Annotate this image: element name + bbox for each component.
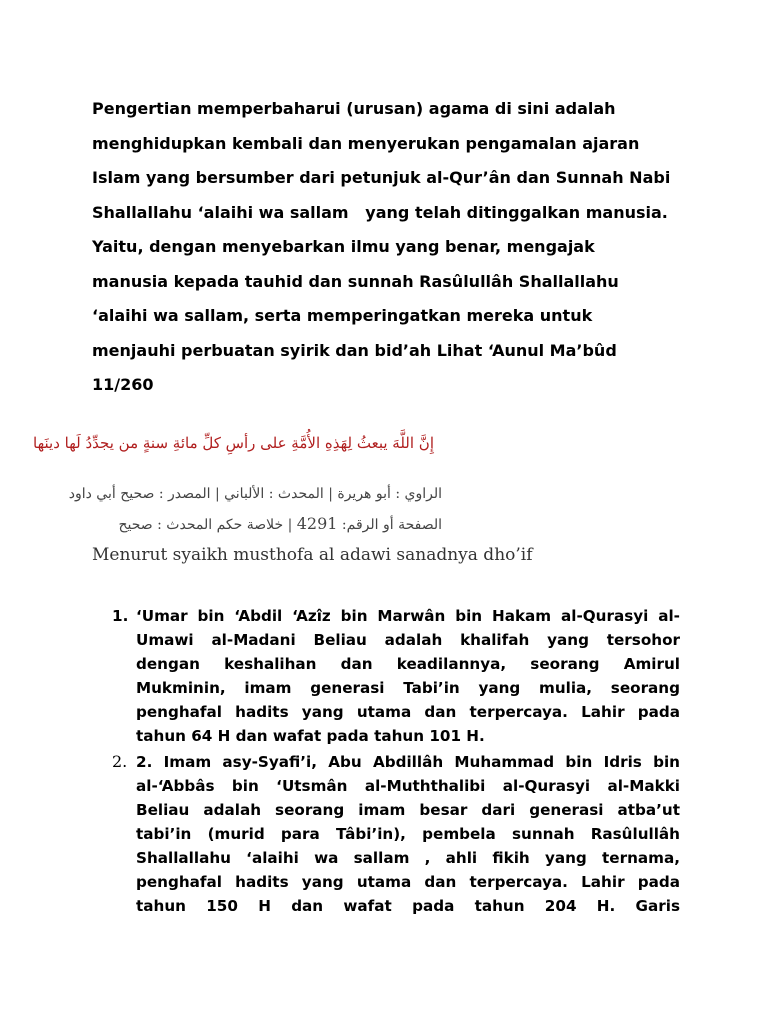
narration-grade: | خلاصة حكم المحدث : صحيح (118, 517, 297, 533)
list-item-line: penghafal hadits yang utama dan terpercaya. Lahir pada (136, 873, 680, 891)
sanad-note: Menurut syaikh musthofa al adawi sanadnya dho’if (92, 545, 533, 565)
list-item-line: ‘Umar bin ‘Abdil ‘Azîz bin Marwân bin Hakam al-Qurasyi al- (136, 607, 680, 625)
hadith-arabic-text: إِنَّ اللَّهَ يبعثُ لِهَذِهِ الأُمَّةِ على رأسِ كلِّ مائةِ سنةٍ من يجدِّدُ لَها دينَها (33, 434, 434, 452)
intro-line: Pengertian memperbaharui (urusan) agama di sini adalah (92, 99, 616, 118)
list-item-line: Shallallahu ‘alaihi wa sallam , ahli fikih yang ternama, (136, 849, 680, 867)
intro-line: Islam yang bersumber dari petunjuk al-Qur’ân dan Sunnah Nabi (92, 168, 671, 187)
intro-line: menjauhi perbuatan syirik dan bid’ah Lihat ‘Aunul Ma’bûd (92, 340, 617, 360)
list-item-line: tahun 64 H dan wafat pada tahun 101 H. (136, 727, 485, 745)
list-item-line: tabi’in (murid para Tâbi’in), pembela sunnah Rasûlullâh (136, 825, 680, 843)
narration-line-1: الراوي : أبو هريرة | المحدث : الألباني | المصدر : صحيح أبي داود (68, 486, 442, 502)
list-item-line: penghafal hadits yang utama dan terpercaya. Lahir pada (136, 703, 680, 721)
list-item-line: Mukminin, imam generasi Tabi’in yang mulia, seorang (136, 679, 680, 697)
list-item (108, 750, 680, 918)
list-item-line: 2. Imam asy-Syafi’i, Abu Abdillâh Muhammad bin Idris bin (136, 753, 680, 771)
intro-line: Shallallahu ‘alaihi wa sallam yang telah ditinggalkan manusia. (92, 202, 668, 222)
list-marker: 1. (112, 607, 129, 625)
numbered-list (108, 604, 680, 918)
intro-line: Yaitu, dengan menyebarkan ilmu yang benar, mengajak (92, 237, 595, 256)
intro-line: menghidupkan kembali dan menyerukan pengamalan ajaran (92, 133, 640, 153)
list-item-line: al-‘Abbâs bin ‘Utsmân al-Muththalibi al-Qurasyi al-Makki (136, 777, 680, 795)
list-item-line: Beliau adalah seorang imam besar dari generasi atba’ut (136, 801, 680, 819)
intro-line: manusia kepada tauhid dan sunnah Rasûlullâh Shallallahu (92, 271, 619, 291)
list-item-line: tahun 150 H dan wafat pada tahun 204 H. Garis (136, 897, 680, 915)
list-item-line: dengan keshalihan dan keadilannya, seorang Amirul (136, 655, 680, 673)
narration-number: 4291 (296, 514, 338, 533)
intro-line: ‘alaihi wa sallam, serta memperingatkan mereka untuk (92, 306, 593, 325)
intro-paragraph (92, 92, 712, 403)
list-marker: 2. (112, 752, 128, 771)
list-item (108, 604, 680, 748)
narration-line-2 (119, 514, 443, 533)
intro-line: 11/260 (92, 375, 154, 394)
list-item-line: Umawi al-Madani Beliau adalah khalifah yang tersohor (136, 631, 680, 649)
narration-page-label: الصفحة أو الرقم: (337, 517, 442, 533)
